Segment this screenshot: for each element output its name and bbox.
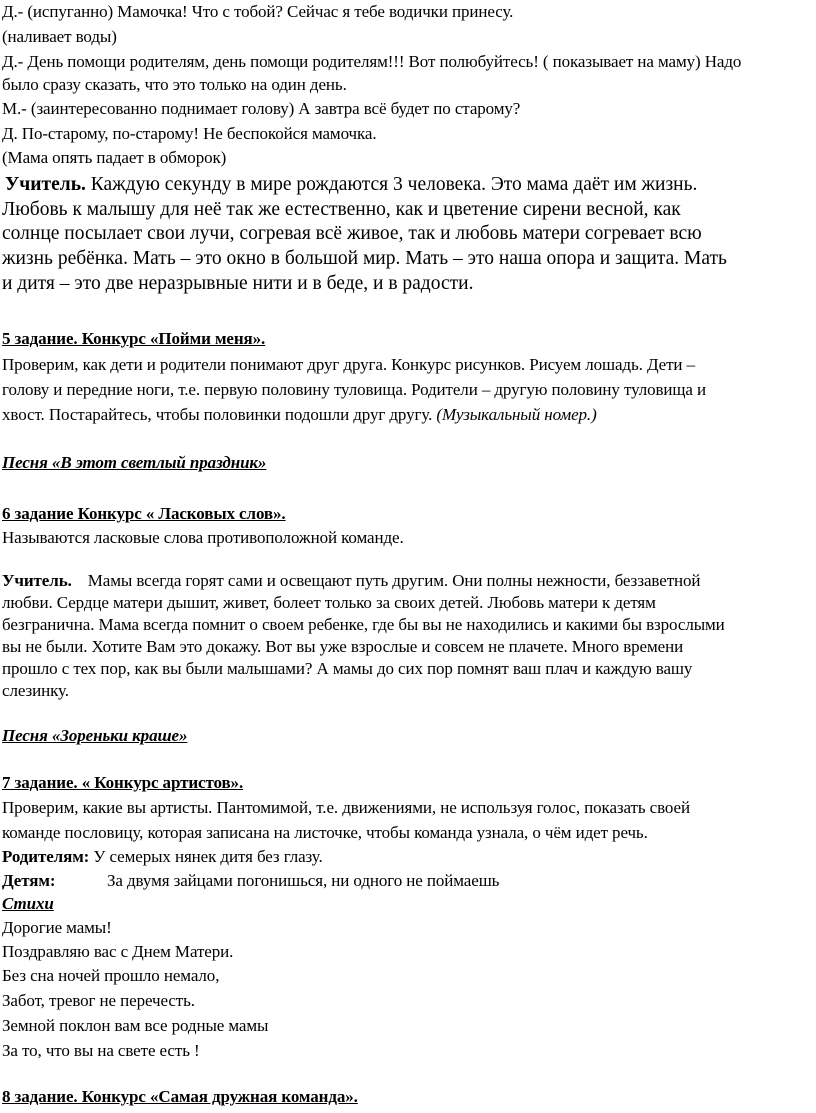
task-7-title: 7 задание. « Конкурс артистов». bbox=[2, 773, 244, 792]
task-7-children-line bbox=[2, 870, 499, 891]
poem-line: За то, что вы на свете есть ! bbox=[2, 1041, 200, 1060]
children-label: Детям: bbox=[2, 871, 56, 890]
dialogue-line: Д.- День помощи родителям, день помощи родителям!!! Вот полюбуйтесь! ( показывает на маму) Надо bbox=[2, 52, 742, 71]
parents-label: Родителям: bbox=[2, 847, 90, 866]
speech-text: Мамы всегда горят сами и освещают путь другим. Они полны нежности, беззаветной bbox=[87, 571, 701, 590]
task-5-last-line bbox=[2, 404, 597, 425]
teacher-speech-line: Любовь к малышу для неё так же естественно, как и цветение сирени весной, как bbox=[2, 199, 681, 220]
teacher-speech-2-line: слезинку. bbox=[2, 681, 69, 700]
speaker-label: Учитель. bbox=[2, 571, 72, 590]
teacher-speech-2-line: прошло с тех пор, как вы были малышами? А мамы до сих пор помнят ваш плач и каждую вашу bbox=[2, 659, 693, 678]
dialogue-line: было сразу сказать, что это только на один день. bbox=[2, 75, 347, 94]
task-5-text: хвост. Постарайтесь, чтобы половинки подошли друг другу. bbox=[2, 405, 437, 424]
poem-line: Поздравляю вас с Днем Матери. bbox=[2, 942, 234, 961]
task-7-parents-line bbox=[2, 846, 323, 867]
teacher-speech-2-line: любви. Сердце матери дышит, живет, болеет только за своих детей. Любовь матери к детям bbox=[2, 593, 656, 612]
teacher-speech-2-line: вы не были. Хотите Вам это докажу. Вот вы уже взрослые и совсем не плачете. Много времени bbox=[2, 637, 684, 656]
dialogue-line: Д. По-старому, по-старому! Не беспокойся мамочка. bbox=[2, 124, 377, 143]
teacher-speech-2-first-line bbox=[2, 570, 700, 591]
song-title: Песня «Зореньки краше» bbox=[2, 726, 188, 745]
song-title: Песня «В этот светлый праздник» bbox=[2, 453, 267, 472]
task-6-title: 6 задание Конкурс « Ласковых слов». bbox=[2, 504, 286, 523]
teacher-speech-first-line bbox=[5, 173, 697, 197]
speech-text: Каждую секунду в мире рождаются 3 человека. Это мама даёт им жизнь. bbox=[85, 174, 698, 195]
teacher-speech-2-line: безгранична. Мама всегда помнит о своем ребенке, где бы вы не находились и какими бы взрослыми bbox=[2, 615, 725, 634]
poem-line: Забот, тревог не перечесть. bbox=[2, 991, 195, 1010]
dialogue-line: (наливает воды) bbox=[2, 27, 117, 46]
task-6-line: Называются ласковые слова противоположной команде. bbox=[2, 528, 404, 547]
task-8-title: 8 задание. Конкурс «Самая дружная команда». bbox=[2, 1087, 358, 1106]
teacher-speech-line: жизнь ребёнка. Мать – это окно в большой мир. Мать – это наша опора и защита. Мать bbox=[2, 248, 727, 269]
dialogue-line: М.- (заинтересованно поднимает голову) А завтра всё будет по старому? bbox=[2, 99, 521, 118]
task-7-line: команде пословицу, которая записана на листочке, чтобы команда узнала, о чём идет речь. bbox=[2, 823, 648, 842]
children-proverb: За двумя зайцами погонишься, ни одного не поймаешь bbox=[107, 871, 500, 890]
poem-line: Дорогие мамы! bbox=[2, 918, 112, 937]
speaker-label: Учитель. bbox=[5, 174, 86, 195]
task-7-line: Проверим, какие вы артисты. Пантомимой, т.е. движениями, не используя голос, показать своей bbox=[2, 798, 690, 817]
poem-line: Земной поклон вам все родные мамы bbox=[2, 1016, 269, 1035]
task-5-line: Проверим, как дети и родители понимают друг друга. Конкурс рисунков. Рисуем лошадь. Дети – bbox=[2, 355, 695, 374]
task-5-line: голову и передние ноги, т.е. первую половину туловища. Родители – другую половину туловища и bbox=[2, 380, 707, 399]
dialogue-line: (Мама опять падает в обморок) bbox=[2, 148, 227, 167]
poem-line: Без сна ночей прошло немало, bbox=[2, 966, 220, 985]
task-5-title: 5 задание. Конкурс «Пойми меня». bbox=[2, 329, 266, 348]
music-note: (Музыкальный номер.) bbox=[436, 405, 597, 424]
teacher-speech-line: и дитя – это две неразрывные нити и в беде, и в радости. bbox=[2, 273, 474, 294]
dialogue-line: Д.- (испуганно) Мамочка! Что с тобой? Сейчас я тебе водички принесу. bbox=[2, 2, 514, 21]
poem-title: Стихи bbox=[2, 894, 54, 913]
parents-proverb: У семерых нянек дитя без глазу. bbox=[89, 847, 323, 866]
teacher-speech-line: солнце посылает свои лучи, согревая всё живое, так и любовь матери согревает всю bbox=[2, 223, 702, 244]
